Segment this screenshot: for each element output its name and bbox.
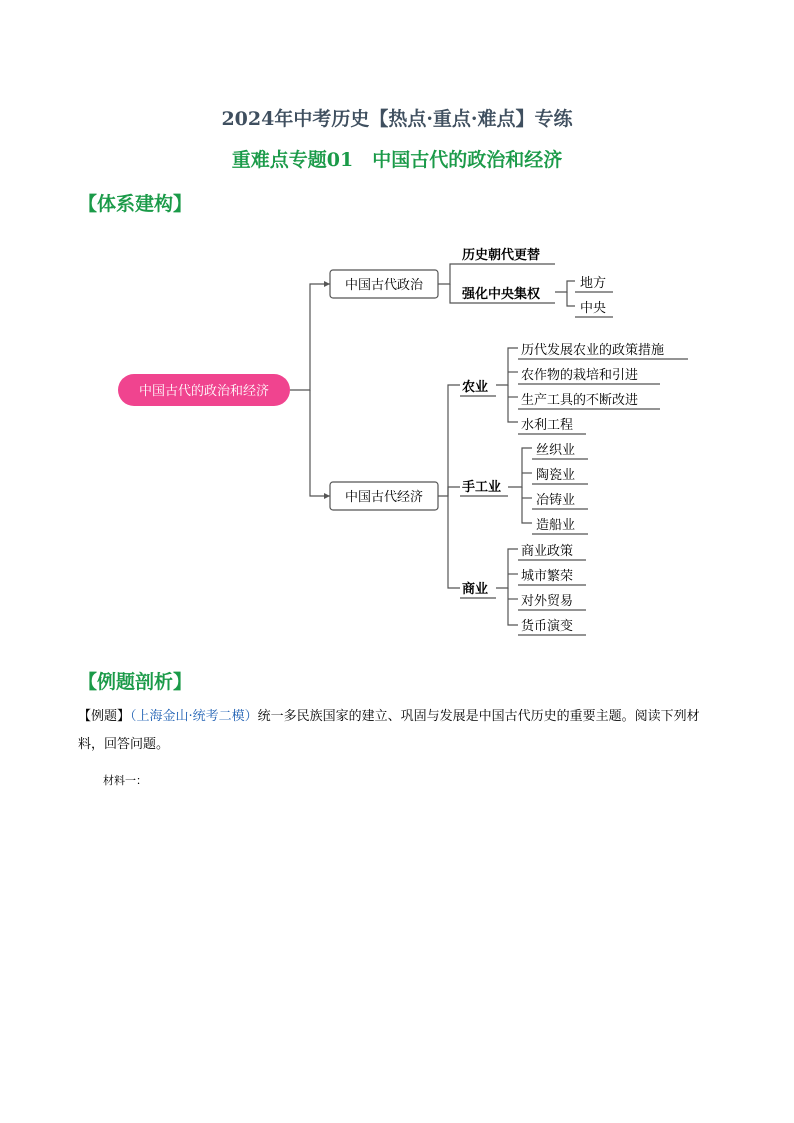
example-tag: 【例题】 bbox=[78, 709, 131, 724]
document-title: 2024年中考历史【热点·重点·难点】专练 bbox=[221, 108, 573, 130]
agriculture-item: 农作物的栽培和引进 bbox=[521, 368, 639, 383]
arrowheads bbox=[324, 281, 330, 499]
commerce-item: 货币演变 bbox=[521, 619, 574, 634]
commerce-label: 商业 bbox=[462, 582, 489, 597]
section-heading-structure: 【体系建构】 bbox=[78, 193, 193, 215]
agriculture-item: 水利工程 bbox=[521, 418, 574, 433]
example-text: 统一多民族国家的建立、巩固与发展是中国古代历史的重要主题。阅读下列材料，回答问题。 bbox=[78, 709, 700, 752]
handicraft-item: 冶铸业 bbox=[536, 493, 576, 508]
agriculture-item: 历代发展农业的政策措施 bbox=[521, 343, 665, 358]
economy-label: 中国古代经济 bbox=[344, 490, 424, 505]
politics-label: 中国古代政治 bbox=[344, 278, 424, 293]
document-subtitle: 重难点专题01 中国古代的政治和经济 bbox=[231, 149, 563, 171]
commerce-item: 城市繁荣 bbox=[521, 569, 574, 584]
material-label: 材料一： bbox=[103, 774, 147, 787]
politics-item-dynasty: 历史朝代更替 bbox=[462, 248, 541, 263]
commerce-item: 商业政策 bbox=[521, 544, 574, 559]
handicraft-item: 丝织业 bbox=[536, 443, 576, 458]
centralization-local: 地方 bbox=[580, 276, 607, 291]
section-heading-example: 【例题剖析】 bbox=[78, 671, 193, 693]
handicraft-label: 手工业 bbox=[462, 480, 502, 495]
handicraft-item: 陶瓷业 bbox=[536, 468, 576, 483]
agriculture-label: 农业 bbox=[462, 380, 489, 395]
root-label: 中国古代的政治和经济 bbox=[138, 384, 270, 399]
centralization-central: 中央 bbox=[580, 301, 607, 316]
agriculture-item: 生产工具的不断改进 bbox=[521, 393, 639, 408]
handicraft-item: 造船业 bbox=[536, 518, 576, 533]
politics-item-centralization: 强化中央集权 bbox=[462, 287, 541, 302]
example-paragraph bbox=[78, 703, 718, 759]
example-source: （上海金山·统考二模） bbox=[130, 709, 258, 724]
commerce-item: 对外贸易 bbox=[521, 594, 574, 609]
